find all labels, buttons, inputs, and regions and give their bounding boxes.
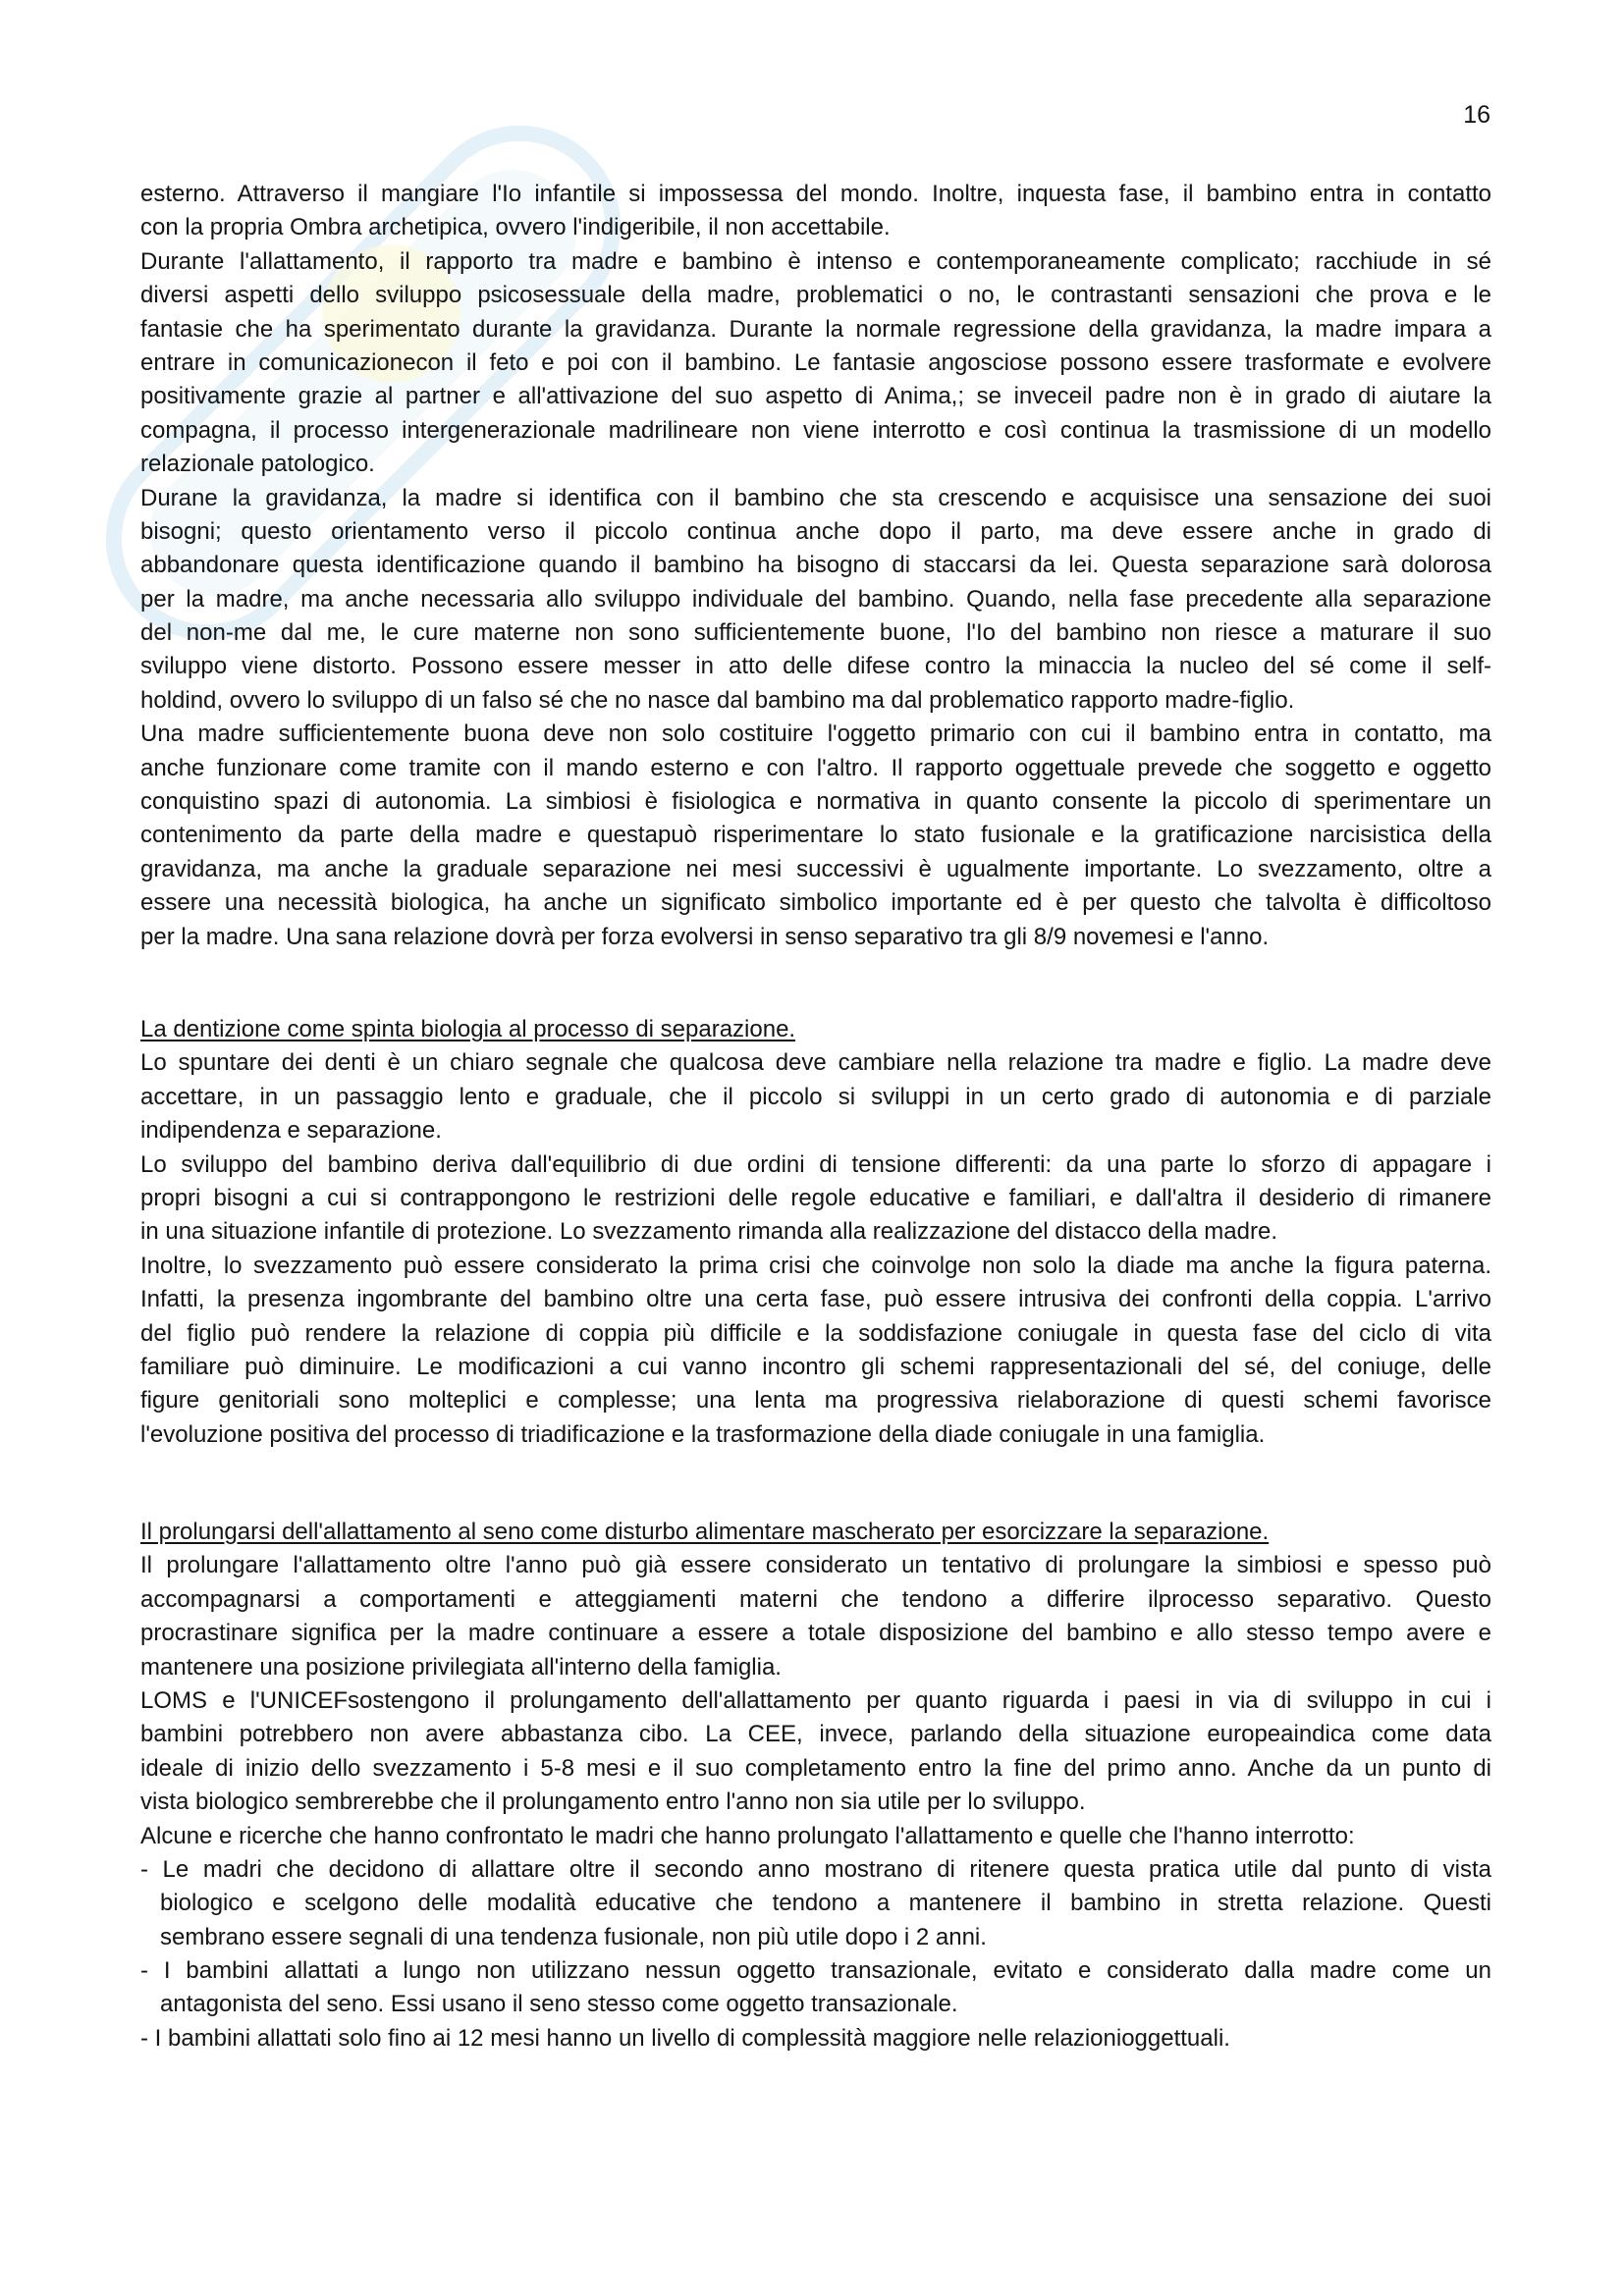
text-line: sviluppo viene distorto. Possono essere messer in atto delle difese contro la minaccia la nucleo del sé come il self- — [140, 653, 1491, 680]
paragraph — [140, 1684, 1491, 1820]
text-line: del figlio può rendere la relazione di coppia più difficile e la soddisfazione coniugale in questa fase del ciclo di vita — [140, 1319, 1491, 1347]
text-line: esterno. Attraverso il mangiare l'Io infantile si impossessa del mondo. Inoltre, inquesta fase, il bambino entra in contatto — [140, 181, 1491, 207]
text-line: LOMS e l'UNICEFsostengono il prolungamento dell'allattamento per quanto riguarda i paesi in via di sviluppo in cui i — [140, 1686, 1491, 1714]
text-line: conquistino spazi di autonomia. La simbiosi è fisiologica e normativa in quanto consente la piccolo di sperimentare un — [140, 788, 1491, 816]
text-line: Durante l'allattamento, il rapporto tra madre e bambino è intenso e contemporaneamente complicato; racchiude in sé — [140, 247, 1491, 275]
text-line: Durane la gravidanza, la madre si identifica con il bambino che sta crescendo e acquisisce una sensazione dei suoi — [140, 484, 1491, 511]
bullet-list — [140, 1853, 1491, 2056]
text-line: Alcune e ricerche che hanno confrontato le madri che hanno prolungato l'allattamento e quelle che l'hanno interrotto: — [140, 1822, 1355, 1849]
paragraph — [140, 245, 1491, 482]
text-line: diversi aspetti dello sviluppo psicosessuale della madre, problematici o no, le contrastanti sensazioni che prova e le — [140, 282, 1491, 309]
text-line: Il prolungare l'allattamento oltre l'anno può già essere considerato un tentativo di prolungare la simbiosi e spesso può — [140, 1552, 1491, 1579]
paragraph — [140, 482, 1491, 719]
text-line: Lo spuntare dei denti è un chiaro segnale che qualcosa deve cambiare nella relazione tra madre e figlio. La madre deve — [140, 1049, 1491, 1077]
text-line: in una situazione infantile di protezione. Lo svezzamento rimanda alla realizzazione del distacco della madre. — [140, 1218, 1277, 1246]
text-line: accettare, in un passaggio lento e graduale, che il piccolo si sviluppi in un certo grado di autonomia e di parziale — [140, 1083, 1491, 1110]
text-line: contenimento da parte della madre e questapuò risperimentare lo stato fusionale e la gratificazione narcisistica della — [140, 822, 1491, 849]
text-line: per la madre. Una sana relazione dovrà per forza evolversi in senso separativo tra gli 8/9 novemesi e l'anno. — [140, 923, 1270, 950]
list-item-line: - Le madri che decidono di allattare oltre il secondo anno mostrano di ritenere questa pratica utile dal punto di vista — [140, 1855, 1491, 1883]
list-item — [140, 1954, 1491, 2022]
list-item — [140, 2022, 1491, 2056]
text-line: l'evoluzione positiva del processo di triadificazione e la trasformazione della diade coniugale in una famiglia. — [140, 1420, 1266, 1448]
text-line: entrare in comunicazionecon il feto e poi con il bambino. Le fantasie angosciose possono essere trasformate e evolvere — [140, 348, 1491, 376]
text-line: abbandonare questa identificazione quando il bambino ha bisogno di staccarsi da lei. Questa separazione sarà dolorosa — [140, 552, 1491, 579]
text-line: Una madre sufficientemente buona deve non solo costituire l'oggetto primario con cui il bambino entra in contatto, ma — [140, 721, 1491, 748]
paragraph — [140, 1148, 1491, 1250]
list-item-line: - I bambini allattati a lungo non utilizzano nessun oggetto transazionale, evitato e considerato dalla madre come un — [140, 1957, 1491, 1985]
text-line: familiare può diminuire. Le modificazioni a cui vanno incontro gli schemi rappresentazionali del sé, del coniuge, delle — [140, 1353, 1491, 1380]
paragraph — [140, 1046, 1491, 1148]
text-line: figure genitoriali sono molteplici e complesse; una lenta ma progressiva rielaborazione di questi schemi favorisce — [140, 1387, 1491, 1415]
section — [140, 1013, 1491, 1452]
paragraph — [140, 1820, 1491, 1853]
text-line: gravidanza, ma anche la graduale separazione nei mesi successivi è ugualmente importante. Lo svezzamento, oltre a — [140, 855, 1491, 882]
paragraph — [140, 718, 1491, 954]
text-line: mantenere una posizione privilegiata all'interno della famiglia. — [140, 1653, 782, 1681]
text-line: con la propria Ombra archetipica, ovvero l'indigeribile, il non accettabile. — [140, 214, 891, 241]
list-item-line: - I bambini allattati solo fino ai 12 mesi hanno un livello di complessità maggiore nelle relazionioggettuali. — [140, 2024, 1230, 2052]
text-line: vista biologico sembrerebbe che il prolungamento entro l'anno non sia utile per lo sviluppo. — [140, 1789, 1086, 1816]
text-line: holdind, ovvero lo sviluppo di un falso sé che no nasce dal bambino ma dal problematico rapporto madre-figlio. — [140, 686, 1295, 714]
text-line: indipendenza e separazione. — [140, 1117, 442, 1145]
text-line: bambini potrebbero non avere abbastanza cibo. La CEE, invece, parlando della situazione europeaindica come data — [140, 1721, 1491, 1748]
text-line: relazionale patologico. — [140, 451, 375, 478]
section — [140, 1516, 1491, 2056]
text-line: essere una necessità biologica, ha anche un significato simbolico importante ed è per questo che talvolta è difficoltoso — [140, 889, 1491, 917]
text-line: anche funzionare come tramite con il mando esterno e con l'altro. Il rapporto oggettuale prevede che soggetto e oggetto — [140, 754, 1491, 781]
text-line: positivamente grazie al partner e all'attivazione del suo aspetto di Anima,; se inveceil padre non è in grado di aiutare la — [140, 383, 1491, 410]
text-line: del non-me dal me, le cure materne non sono sufficientemente buone, l'Io del bambino non riesce a maturare il suo — [140, 619, 1491, 647]
page-number: 16 — [1463, 101, 1490, 129]
paragraph — [140, 1549, 1491, 1684]
text-line: bisogni; questo orientamento verso il piccolo continua anche dopo il parto, ma deve essere anche in grado di — [140, 517, 1491, 545]
text-line: Inoltre, lo svezzamento può essere considerato la prima crisi che coinvolge non solo la diade ma anche la figura paterna. — [140, 1252, 1491, 1279]
list-item — [140, 1853, 1491, 1954]
list-item-line: sembrano essere segnali di una tendenza fusionale, non più utile dopo i 2 anni. — [160, 1923, 987, 1950]
text-line: propri bisogni a cui si contrappongono le restrizioni delle regole educative e familiari, e dall'altra il desiderio di rimanere — [140, 1184, 1491, 1211]
text-line: per la madre, ma anche necessaria allo sviluppo individuale del bambino. Quando, nella fase precedente alla separazione — [140, 585, 1491, 613]
text-line: compagna, il processo intergenerazionale madrilineare non viene interrotto e così continua la trasmissione di un modello — [140, 416, 1491, 444]
text-line: fantasie che ha sperimentato durante la gravidanza. Durante la normale regressione della gravidanza, la madre impara a — [140, 315, 1491, 343]
list-item-line: biologico e scelgono delle modalità educative che tendono a mantenere il bambino in stretta relazione. Questi — [160, 1890, 1491, 1917]
text-line: Lo sviluppo del bambino deriva dall'equilibrio di due ordini di tensione differenti: da una parte lo sforzo di appagare i — [140, 1150, 1491, 1178]
section-heading: La dentizione come spinta biologia al processo di separazione. — [140, 1016, 796, 1042]
list-item-line: antagonista del seno. Essi usano il seno stesso come oggetto transazionale. — [160, 1991, 958, 2018]
text-line: Infatti, la presenza ingombrante del bambino oltre una certa fase, può essere intrusiva dei confronti della coppia. L'arrivo — [140, 1286, 1491, 1313]
text-line: accompagnarsi a comportamenti e atteggiamenti materni che tendono a differire ilprocesso separativo. Questo — [140, 1585, 1491, 1613]
text-line: ideale di inizio dello svezzamento i 5-8 mesi e il suo completamento entro la fine del primo anno. Anche da un punto di — [140, 1754, 1491, 1782]
paragraph — [140, 178, 1491, 245]
text-line: procrastinare significa per la madre continuare a essere a totale disposizione del bambino e allo stesso tempo avere e — [140, 1620, 1491, 1647]
section — [140, 178, 1491, 954]
section-heading: Il prolungarsi dell'allattamento al seno come disturbo alimentare mascherato per esorcizzare la separazione. — [140, 1519, 1270, 1545]
paragraph — [140, 1250, 1491, 1452]
